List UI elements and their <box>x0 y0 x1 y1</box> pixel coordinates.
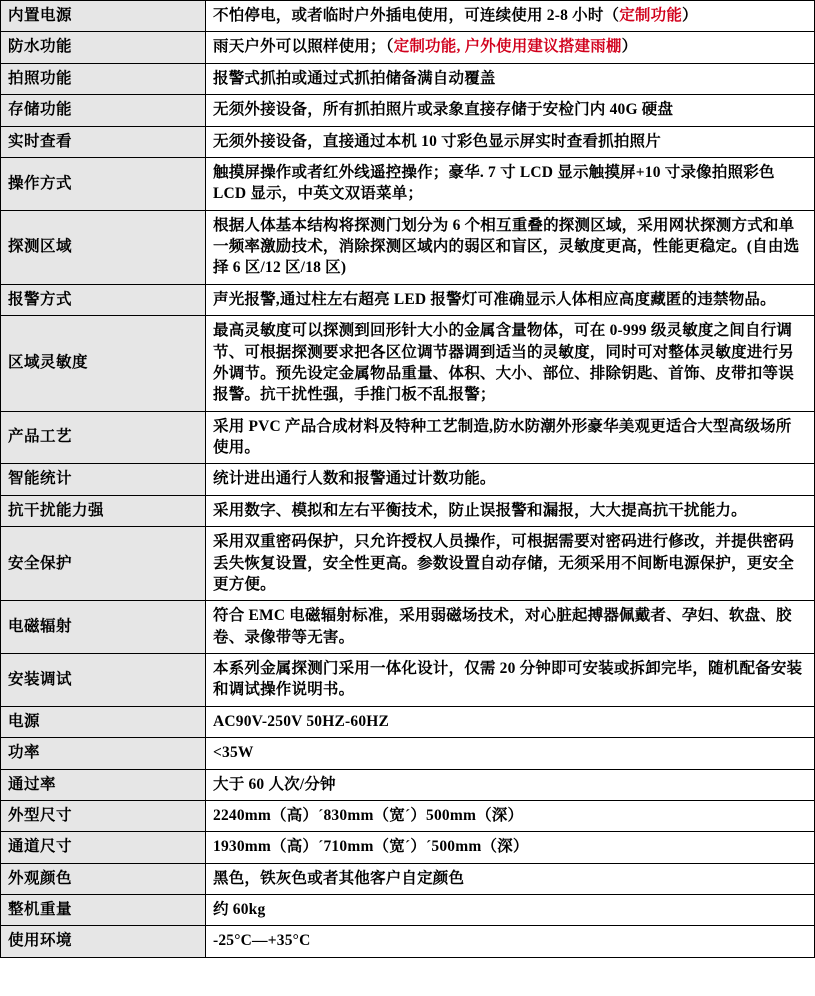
table-row <box>1 769 815 800</box>
row-label: 电源 <box>1 706 206 737</box>
value-text: 采用双重密码保护，只允许授权人员操作，可根据需要对密码进行修改，并提供密码丢失恢复设置，安全性更高。参数设置自动存储，无须采用不间断电源保护，更安全更方便。 <box>213 533 794 593</box>
value-text: AC90V-250V 50HZ-60HZ <box>213 712 390 730</box>
row-value <box>206 863 815 894</box>
row-value <box>206 95 815 126</box>
row-value <box>206 654 815 707</box>
value-text: 采用数字、模拟和左右平衡技术，防止误报警和漏报，大大提高抗干扰能力。 <box>213 501 747 519</box>
row-value <box>206 832 815 863</box>
row-value <box>206 706 815 737</box>
table-row <box>1 863 815 894</box>
value-text: ） <box>682 7 698 24</box>
table-row <box>1 210 815 284</box>
value-text: 报警式抓拍或通过式抓拍储备满自动覆盖 <box>213 69 496 87</box>
row-value <box>206 601 815 654</box>
row-value <box>206 284 815 315</box>
row-value <box>206 895 815 926</box>
table-row <box>1 495 815 526</box>
table-row <box>1 316 815 412</box>
table-row <box>1 895 815 926</box>
value-text: 大于 60 人次/分钟 <box>213 775 336 793</box>
table-row <box>1 654 815 707</box>
table-row <box>1 63 815 94</box>
value-text: <35W <box>213 744 254 762</box>
row-label: 通过率 <box>1 769 206 800</box>
row-label: 智能统计 <box>1 464 206 495</box>
row-label: 拍照功能 <box>1 63 206 94</box>
row-label: 整机重量 <box>1 895 206 926</box>
table-row <box>1 32 815 63</box>
row-value <box>206 464 815 495</box>
value-text: ） <box>621 38 638 56</box>
value-highlight-text: 定制功能 <box>619 7 683 24</box>
row-label: 区域灵敏度 <box>1 316 206 412</box>
row-label: 安装调试 <box>1 654 206 707</box>
value-text: 1930mm（高）´710mm（宽´）´500mm（深） <box>213 838 529 856</box>
row-value <box>206 495 815 526</box>
value-text: 触摸屏操作或者红外线遥控操作；豪华. 7 寸 LCD 显示触摸屏+10 寸录像拍照彩色 LCD 显示，中英文双语菜单； <box>213 163 775 203</box>
value-text: 无须外接设备，直接通过本机 10 寸彩色显示屏实时查看抓拍照片 <box>213 132 661 150</box>
row-value <box>206 527 815 601</box>
table-row <box>1 1 815 32</box>
row-label: 报警方式 <box>1 284 206 315</box>
row-value <box>206 316 815 412</box>
table-row <box>1 126 815 157</box>
table-row <box>1 411 815 464</box>
row-label: 操作方式 <box>1 157 206 210</box>
value-text: 采用 PVC 产品合成材料及特种工艺制造,防水防潮外形豪华美观更适合大型高级场所使用。 <box>213 417 792 456</box>
row-value <box>206 157 815 210</box>
row-label: 产品工艺 <box>1 411 206 464</box>
row-label: 电磁辐射 <box>1 601 206 654</box>
value-highlight-text: 定制功能, 户外使用建议搭建雨棚 <box>393 38 622 56</box>
table-row <box>1 95 815 126</box>
row-value <box>206 126 815 157</box>
table-row <box>1 601 815 654</box>
row-label: 防水功能 <box>1 32 206 63</box>
value-text: 雨天户外可以照样使用；（ <box>213 38 394 56</box>
value-text: 约 60kg <box>213 901 266 918</box>
table-row <box>1 706 815 737</box>
row-label: 通道尺寸 <box>1 832 206 863</box>
table-body <box>1 1 815 958</box>
table-row <box>1 464 815 495</box>
table-row <box>1 527 815 601</box>
row-value <box>206 32 815 63</box>
table-row <box>1 800 815 831</box>
row-value <box>206 800 815 831</box>
value-text: 统计进出通行人数和报警通过计数功能。 <box>213 470 496 488</box>
value-text: 声光报警,通过柱左右超亮 LED 报警灯可准确显示人体相应高度藏匿的违禁物品。 <box>213 290 776 308</box>
row-label: 使用环境 <box>1 926 206 957</box>
row-label: 实时查看 <box>1 126 206 157</box>
value-text: -25°C—+35°C <box>213 932 311 950</box>
row-value <box>206 738 815 769</box>
value-text: 本系列金属探测门采用一体化设计，仅需 20 分钟即可安装或拆卸完毕，随机配备安装和调试操作说明书。 <box>213 660 803 699</box>
value-text: 黑色，铁灰色或者其他客户自定颜色 <box>213 869 465 887</box>
row-label: 探测区域 <box>1 210 206 284</box>
row-label: 功率 <box>1 738 206 769</box>
row-label: 安全保护 <box>1 527 206 601</box>
value-text: 不怕停电，或者临时户外插电使用，可连续使用 2-8 小时（ <box>213 7 620 24</box>
value-text: 2240mm（高）´830mm（宽´）500mm（深） <box>213 806 524 824</box>
row-value <box>206 411 815 464</box>
row-value <box>206 769 815 800</box>
value-text: 符合 EMC 电磁辐射标准，采用弱磁场技术，对心脏起搏器佩戴者、孕妇、软盘、胶卷、录像带等无害。 <box>213 607 792 646</box>
row-label: 外观颜色 <box>1 863 206 894</box>
value-text: 无须外接设备，所有抓拍照片或录象直接存储于安检门内 40G 硬盘 <box>213 101 674 119</box>
row-label: 抗干扰能力强 <box>1 495 206 526</box>
table-row <box>1 738 815 769</box>
value-text: 根据人体基本结构将探测门划分为 6 个相互重叠的探测区域，采用网状探测方式和单一频率激励技术，消除探测区域内的弱区和盲区，灵敏度更高，性能更稳定。(自由选择 6 区/12 区/18 区) <box>213 216 800 277</box>
row-label: 外型尺寸 <box>1 800 206 831</box>
row-value <box>206 210 815 284</box>
row-label: 存储功能 <box>1 95 206 126</box>
table-row <box>1 157 815 210</box>
row-value <box>206 1 815 32</box>
table-row <box>1 832 815 863</box>
row-value <box>206 63 815 94</box>
table-row <box>1 926 815 957</box>
table-row <box>1 284 815 315</box>
value-text: 最高灵敏度可以探测到回形针大小的金属含量物体，可在 0-999 级灵敏度之间自行调节、可根据探测要求把各区位调节器调到适当的灵敏度，同时可对整体灵敏度进行另外调节。预先设定金属物品重量、体积、大小、部位、排除钥匙、首饰、皮带扣等误报警。抗干扰性强，手推门板不乱报警； <box>213 322 794 404</box>
row-label: 内置电源 <box>1 1 206 32</box>
row-value <box>206 926 815 957</box>
